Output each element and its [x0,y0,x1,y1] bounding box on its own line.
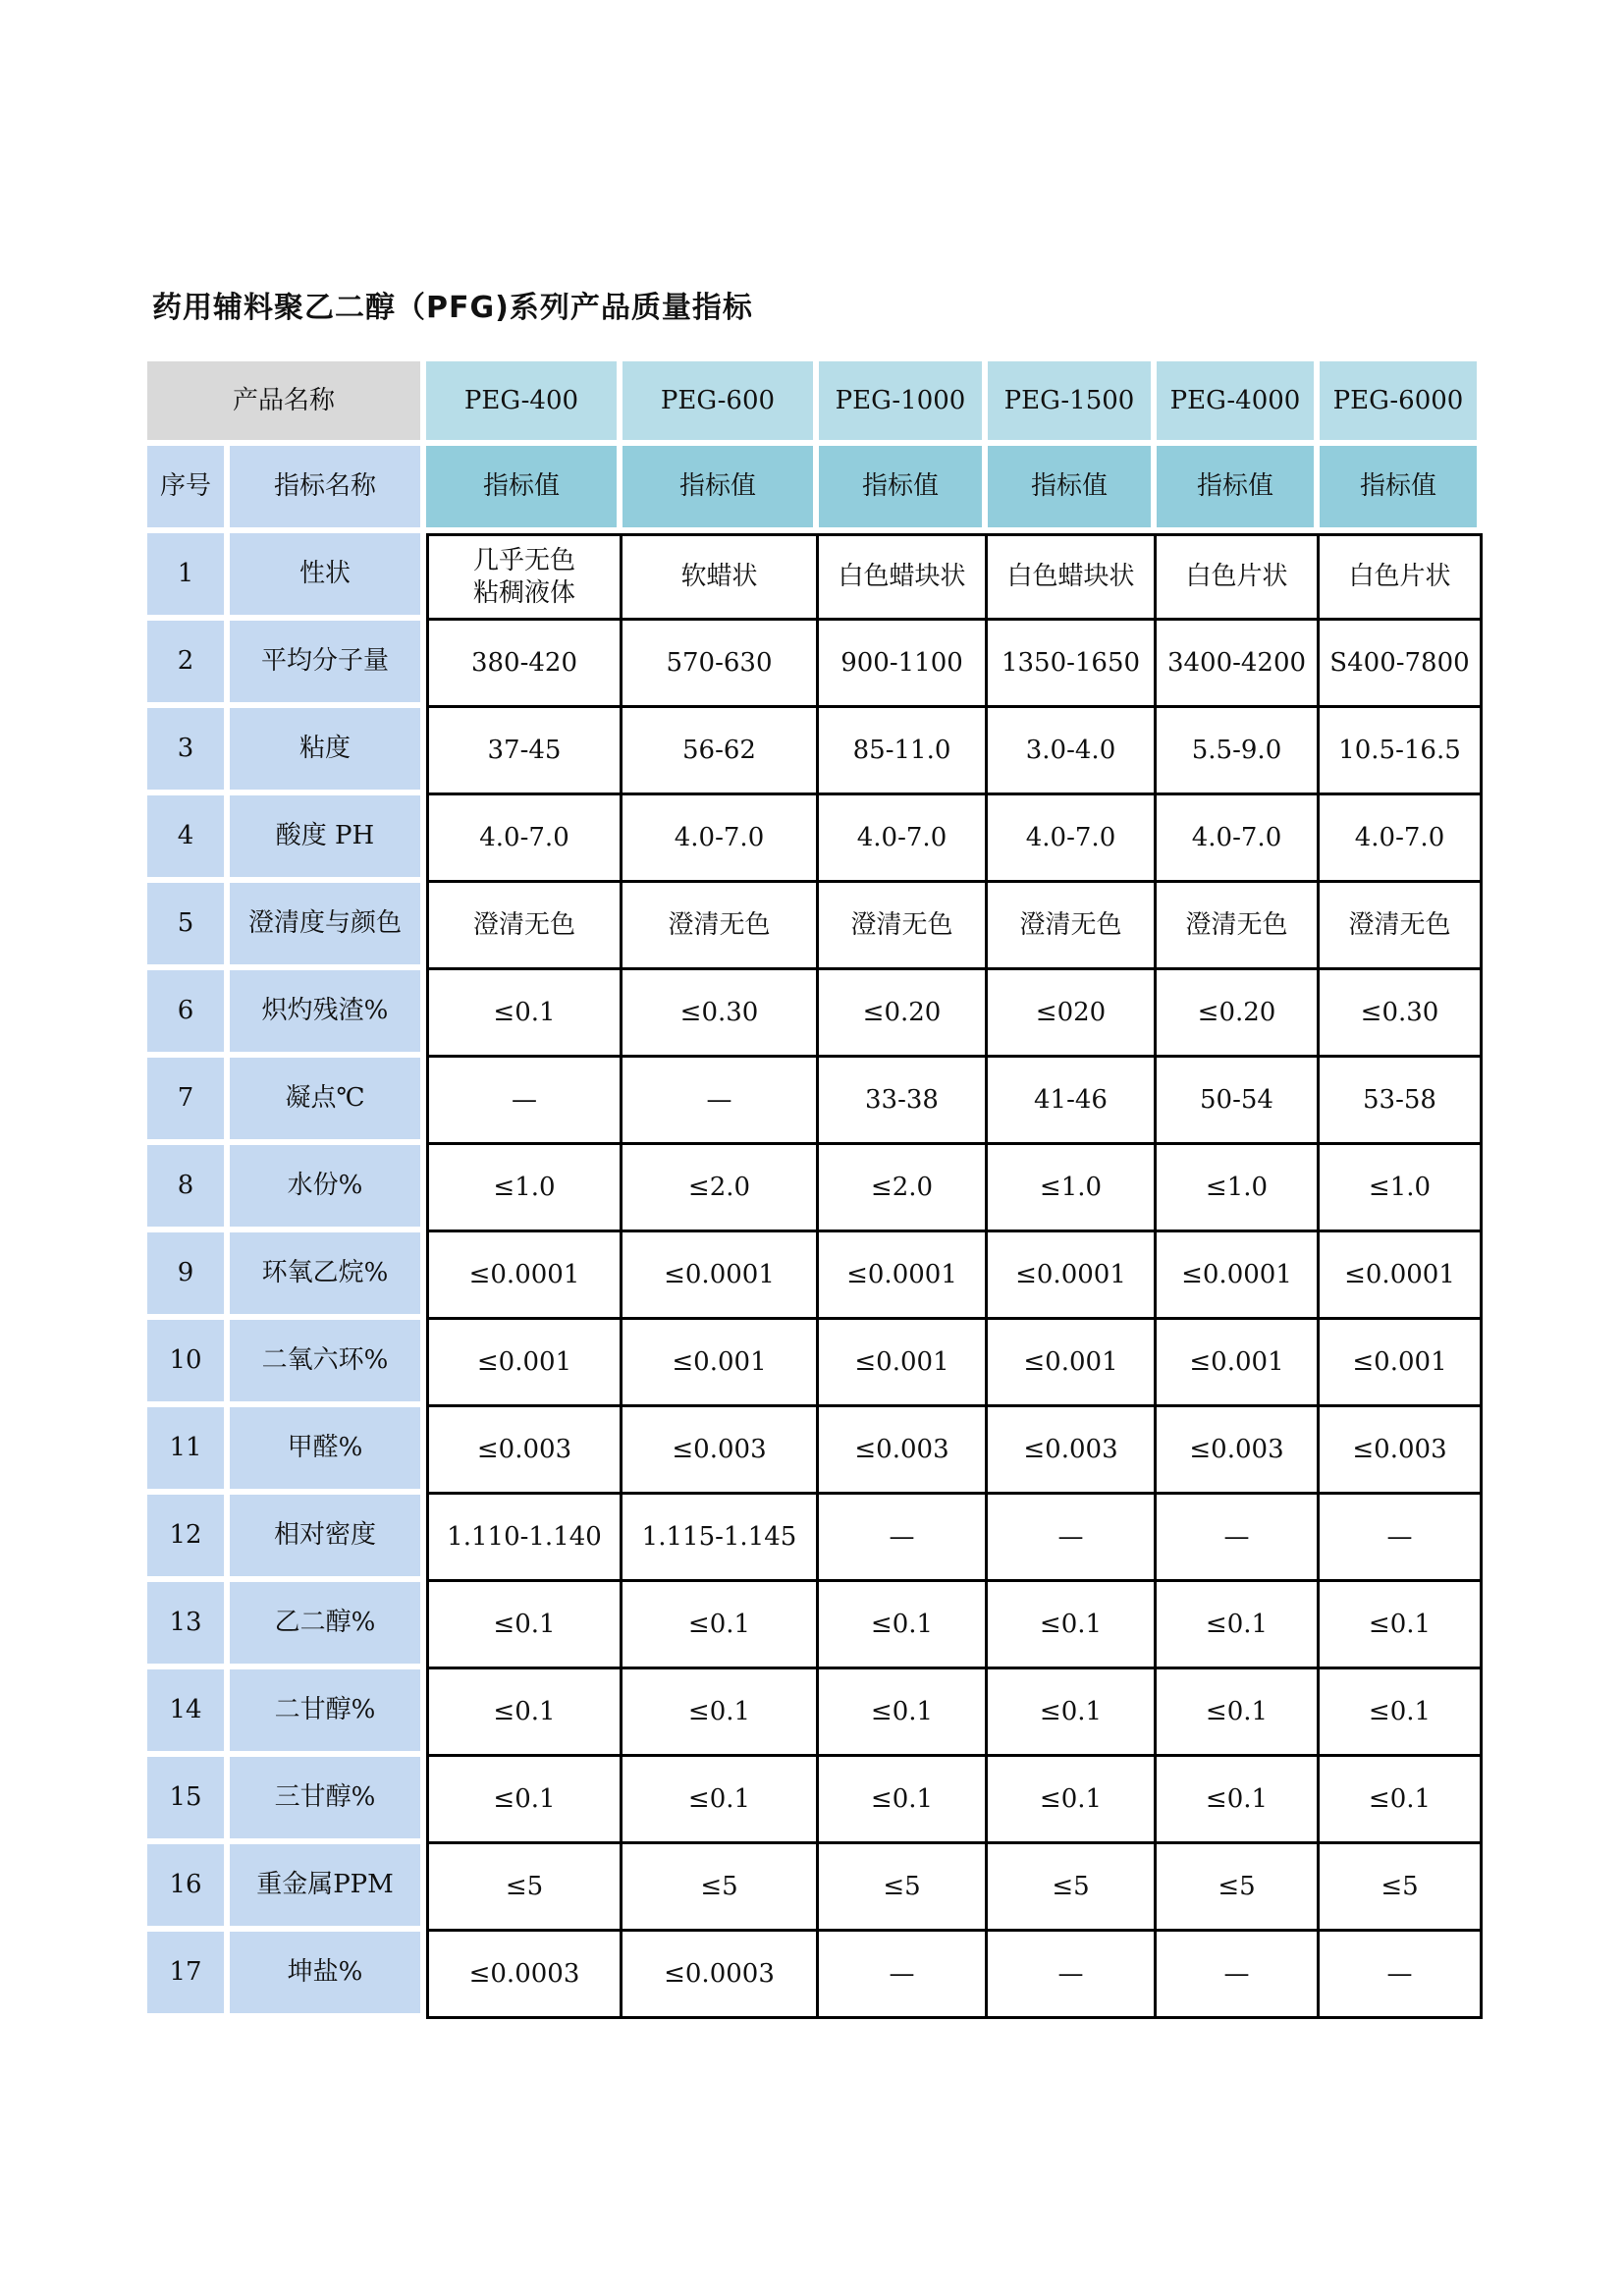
value-cell: 41-46 [988,1058,1157,1145]
row-number: 11 [147,1407,230,1495]
table-row [147,795,1483,883]
value-cell: ≤5 [1157,1844,1320,1932]
value-header: 指标值 [988,446,1157,533]
value-cell: ≤0.1 [1157,1582,1320,1669]
value-cell: ≤0.30 [1320,970,1483,1058]
index-name: 甲醛% [230,1407,426,1495]
row-number: 15 [147,1757,230,1844]
product-peg-1000: PEG-1000 [819,361,988,446]
index-name-header: 指标名称 [230,446,426,533]
table-row [147,1407,1483,1495]
index-name: 性状 [230,533,426,621]
value-cell: 4.0-7.0 [426,795,623,883]
value-cell: ≤0.0001 [988,1232,1157,1320]
table-row [147,533,1483,621]
value-cell: ≤0.001 [819,1320,988,1407]
value-cell: ≤0.1 [819,1669,988,1757]
value-cell: ≤0.1 [988,1757,1157,1844]
value-cell: 5.5-9.0 [1157,708,1320,795]
row-number: 4 [147,795,230,883]
value-cell: 澄清无色 [988,883,1157,970]
value-cell: 53-58 [1320,1058,1483,1145]
value-cell: — [819,1495,988,1582]
index-name: 二氧六环% [230,1320,426,1407]
value-cell: ≤0.1 [1320,1582,1483,1669]
value-cell: — [1157,1932,1320,2019]
index-name: 二甘醇% [230,1669,426,1757]
value-cell: ≤0.1 [426,970,623,1058]
value-cell: 4.0-7.0 [988,795,1157,883]
value-cell: ≤0.003 [988,1407,1157,1495]
value-cell: ≤0.003 [1157,1407,1320,1495]
index-name: 坤盐% [230,1932,426,2019]
value-cell: ≤2.0 [819,1145,988,1232]
value-cell: ≤5 [819,1844,988,1932]
value-cell: ≤0.001 [988,1320,1157,1407]
value-cell: — [623,1058,819,1145]
table-row [147,1495,1483,1582]
value-cell: 白色蜡块状 [819,533,988,621]
index-name: 酸度 PH [230,795,426,883]
value-cell: 380-420 [426,621,623,708]
value-cell: 1350-1650 [988,621,1157,708]
value-cell: ≤0.1 [819,1582,988,1669]
value-cell: ≤0.0001 [426,1232,623,1320]
value-cell: 澄清无色 [819,883,988,970]
value-cell: 白色蜡块状 [988,533,1157,621]
value-cell: ≤0.1 [1320,1669,1483,1757]
row-number: 16 [147,1844,230,1932]
value-cell: ≤0.1 [1157,1669,1320,1757]
value-cell: 900-1100 [819,621,988,708]
value-cell: ≤0.003 [623,1407,819,1495]
value-cell: ≤0.0003 [426,1932,623,2019]
row-number: 1 [147,533,230,621]
document-title: 药用辅料聚乙二醇（PFG)系列产品质量指标 [152,291,753,325]
value-cell: ≤0.1 [623,1669,819,1757]
seq-header: 序号 [147,446,230,533]
value-cell: 4.0-7.0 [623,795,819,883]
value-cell: ≤0.0001 [1320,1232,1483,1320]
value-cell: ≤020 [988,970,1157,1058]
value-cell: 白色片状 [1157,533,1320,621]
value-cell: ≤0.0001 [623,1232,819,1320]
value-cell: 3400-4200 [1157,621,1320,708]
table-row [147,1844,1483,1932]
value-cell: ≤0.0001 [1157,1232,1320,1320]
value-cell: — [819,1932,988,2019]
value-cell: 1.115-1.145 [623,1495,819,1582]
value-cell: ≤0.003 [819,1407,988,1495]
product-peg-600: PEG-600 [623,361,819,446]
row-number: 14 [147,1669,230,1757]
value-cell: ≤5 [623,1844,819,1932]
value-cell: — [1320,1495,1483,1582]
value-cell: ≤0.003 [426,1407,623,1495]
row-number: 7 [147,1058,230,1145]
value-cell: ≤1.0 [988,1145,1157,1232]
value-cell: ≤0.0001 [819,1232,988,1320]
value-cell: — [1157,1495,1320,1582]
value-cell: 3.0-4.0 [988,708,1157,795]
value-cell: ≤0.1 [623,1757,819,1844]
value-cell: ≤0.1 [426,1582,623,1669]
product-peg-4000: PEG-4000 [1157,361,1320,446]
value-cell: 570-630 [623,621,819,708]
index-name: 粘度 [230,708,426,795]
value-cell: ≤0.1 [426,1757,623,1844]
index-name: 重金属PPM [230,1844,426,1932]
value-cell: 几乎无色 粘稠液体 [426,533,623,621]
value-cell: — [988,1495,1157,1582]
value-cell: ≤0.1 [988,1582,1157,1669]
value-cell: 37-45 [426,708,623,795]
value-cell: ≤0.1 [1157,1757,1320,1844]
value-cell: ≤5 [426,1844,623,1932]
value-header: 指标值 [1320,446,1483,533]
value-cell: ≤0.1 [1320,1757,1483,1844]
value-cell: 白色片状 [1320,533,1483,621]
value-cell: ≤0.1 [819,1757,988,1844]
row-number: 5 [147,883,230,970]
value-cell: 50-54 [1157,1058,1320,1145]
index-name: 澄清度与颜色 [230,883,426,970]
product-header-row [147,361,1483,446]
value-cell: — [988,1932,1157,2019]
value-cell: ≤0.1 [426,1669,623,1757]
value-header: 指标值 [426,446,623,533]
value-cell: 4.0-7.0 [819,795,988,883]
value-cell: ≤0.0003 [623,1932,819,2019]
product-name-label: 产品名称 [147,361,426,446]
value-cell: ≤0.20 [819,970,988,1058]
table-row [147,970,1483,1058]
table-row [147,621,1483,708]
index-name: 凝点℃ [230,1058,426,1145]
value-cell: ≤0.001 [623,1320,819,1407]
row-number: 17 [147,1932,230,2019]
row-number: 2 [147,621,230,708]
value-cell: 澄清无色 [1320,883,1483,970]
value-header: 指标值 [819,446,988,533]
value-cell: ≤1.0 [1157,1145,1320,1232]
value-cell: ≤0.30 [623,970,819,1058]
value-cell: 56-62 [623,708,819,795]
value-cell: S400-7800 [1320,621,1483,708]
table-row [147,1145,1483,1232]
value-cell: ≤1.0 [426,1145,623,1232]
table-row [147,1669,1483,1757]
value-cell: 软蜡状 [623,533,819,621]
value-cell: ≤2.0 [623,1145,819,1232]
product-peg-400: PEG-400 [426,361,623,446]
value-cell: ≤0.1 [988,1669,1157,1757]
value-cell: ≤5 [1320,1844,1483,1932]
index-name: 平均分子量 [230,621,426,708]
value-header: 指标值 [1157,446,1320,533]
value-cell: ≤0.1 [623,1582,819,1669]
row-number: 6 [147,970,230,1058]
value-cell: — [426,1058,623,1145]
table-row [147,1757,1483,1844]
product-peg-6000: PEG-6000 [1320,361,1483,446]
value-cell: 澄清无色 [1157,883,1320,970]
table-row [147,1932,1483,2019]
table-row [147,708,1483,795]
table-row [147,1582,1483,1669]
value-header: 指标值 [623,446,819,533]
row-number: 13 [147,1582,230,1669]
value-cell: ≤0.20 [1157,970,1320,1058]
value-cell: — [1320,1932,1483,2019]
index-name: 乙二醇% [230,1582,426,1669]
product-peg-1500: PEG-1500 [988,361,1157,446]
table-row [147,1058,1483,1145]
value-cell: ≤0.001 [1320,1320,1483,1407]
column-header-row [147,446,1483,533]
value-cell: 澄清无色 [623,883,819,970]
index-name: 相对密度 [230,1495,426,1582]
quality-spec-table [147,361,1483,2019]
value-cell: ≤0.001 [1157,1320,1320,1407]
value-cell: 澄清无色 [426,883,623,970]
row-number: 12 [147,1495,230,1582]
table-row [147,1232,1483,1320]
row-number: 3 [147,708,230,795]
value-cell: 1.110-1.140 [426,1495,623,1582]
index-name: 环氧乙烷% [230,1232,426,1320]
table-row [147,1320,1483,1407]
index-name: 水份% [230,1145,426,1232]
index-name: 三甘醇% [230,1757,426,1844]
value-cell: ≤5 [988,1844,1157,1932]
value-cell: 4.0-7.0 [1157,795,1320,883]
row-number: 8 [147,1145,230,1232]
value-cell: ≤1.0 [1320,1145,1483,1232]
value-cell: 33-38 [819,1058,988,1145]
row-number: 10 [147,1320,230,1407]
row-number: 9 [147,1232,230,1320]
index-name: 炽灼残渣% [230,970,426,1058]
value-cell: 10.5-16.5 [1320,708,1483,795]
value-cell: 85-11.0 [819,708,988,795]
value-cell: 4.0-7.0 [1320,795,1483,883]
table-row [147,883,1483,970]
value-cell: ≤0.001 [426,1320,623,1407]
value-cell: ≤0.003 [1320,1407,1483,1495]
